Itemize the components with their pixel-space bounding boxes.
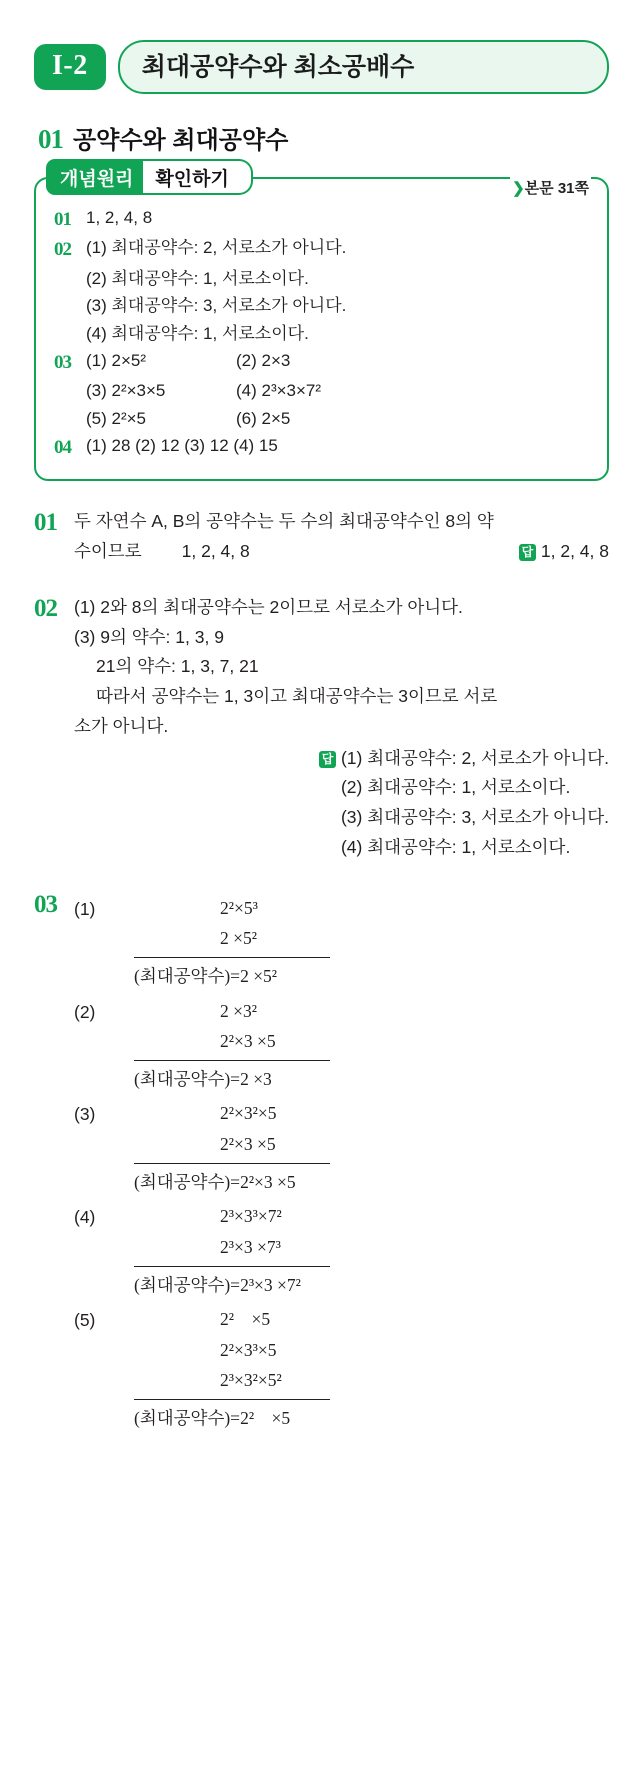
work-line: 2²×3 ×5 [220, 1031, 276, 1052]
work-label: (4) [74, 1207, 96, 1228]
work-stack [134, 1304, 330, 1434]
solution-number: 03 [34, 890, 57, 918]
concept-item-text: (1) 최대공약수: 2, 서로소가 아니다. [86, 238, 347, 258]
concept-item-text: (1) 28 (2) 12 (3) 12 (4) 15 [86, 436, 278, 456]
work-total-value: 2² ×5 [240, 1408, 291, 1429]
concept-item [54, 348, 589, 377]
concept-item-cont [54, 266, 589, 292]
concept-answer-box [34, 168, 609, 481]
solution-block [34, 593, 609, 863]
work-total-value: 2³×3 ×7² [240, 1274, 301, 1295]
work-total [134, 1064, 330, 1095]
reference-label: 본문 31쪽 [524, 180, 589, 197]
solution-line: (3) 9의 약수: 1, 3, 9 [74, 626, 224, 647]
work-item [74, 1304, 609, 1434]
concept-pair-left: (5) 2²×5 [86, 408, 146, 428]
solution-line: 21의 약수: 1, 3, 7, 21 [96, 656, 259, 677]
work-line: 2²×3³×5 [220, 1339, 277, 1360]
work-item [74, 1098, 609, 1197]
concept-item-number: 04 [54, 437, 71, 459]
final-answer-line: (2) 최대공약수: 1, 서로소이다. [340, 777, 571, 798]
work-line: 2²×3²×5 [220, 1103, 277, 1124]
concept-item-cont [54, 406, 589, 432]
concept-item-text [86, 378, 589, 404]
work-line: 2²×3 ×5 [220, 1134, 276, 1155]
concept-pair-right: (6) 2×5 [236, 408, 291, 428]
section-title: 공약수와 최대공약수 [73, 127, 289, 154]
solution-body [74, 507, 609, 567]
work-divider [134, 957, 330, 958]
solution-block [34, 507, 609, 567]
work-total-label: (최대공약수)= [134, 1068, 241, 1089]
solution-line: 수이므로 [74, 541, 142, 562]
concept-item-cont [54, 293, 589, 319]
concept-pair-right: (4) 2³×3×7² [236, 381, 322, 401]
chapter-badge: I-2 [34, 44, 106, 90]
final-answer [74, 744, 609, 863]
section-number: 01 [38, 124, 63, 154]
concept-item-text: 1, 2, 4, 8 [86, 208, 153, 227]
final-answer-line: (3) 최대공약수: 3, 서로소가 아니다. [340, 807, 609, 828]
work-line: 2² ×5 [220, 1309, 271, 1330]
concept-item-number: 01 [54, 209, 71, 230]
concept-item-text [86, 348, 589, 374]
concept-item [54, 433, 589, 462]
chapter-header [34, 40, 609, 94]
work-total [134, 1403, 330, 1434]
final-answer-line: (4) 최대공약수: 1, 서로소이다. [340, 836, 571, 857]
work-stack [134, 1098, 330, 1197]
work-total-label: (최대공약수)= [134, 1408, 241, 1429]
solution-number: 02 [34, 594, 57, 622]
solution-line: 따라서 공약수는 1, 3이고 최대공약수는 3이므로 서로 [96, 686, 498, 707]
solution-body [74, 593, 609, 863]
solution-line: (1) 2와 8의 최대공약수는 2이므로 서로소가 아니다. [74, 596, 463, 617]
concept-box-tab [46, 159, 253, 195]
solution-line-row [74, 537, 609, 567]
work-total-label: (최대공약수)= [134, 965, 241, 986]
work-label: (2) [74, 1001, 96, 1022]
concept-item [54, 235, 589, 264]
concept-tab-label: 개념원리 [46, 159, 145, 195]
work-stack [134, 1201, 330, 1300]
concept-item-text: (4) 최대공약수: 1, 서로소이다. [86, 323, 309, 343]
work-line: 2 ×5² [220, 928, 257, 949]
solution-block [34, 889, 609, 1438]
check-tab-label: 확인하기 [143, 159, 252, 195]
work-line: 2³×3 ×7³ [220, 1236, 281, 1257]
work-total-label: (최대공약수)= [134, 1274, 241, 1295]
reference-link[interactable] [510, 177, 591, 198]
solution-body [74, 893, 609, 1438]
concept-item-number: 03 [54, 351, 71, 373]
concept-pair-right: (2) 2×3 [236, 350, 291, 370]
concept-item-text: (3) 최대공약수: 3, 서로소가 아니다. [86, 296, 347, 316]
work-total-label: (최대공약수)= [134, 1171, 241, 1192]
solution-line: 두 자연수 A, B의 공약수는 두 수의 최대공약수인 8의 약 [74, 511, 494, 532]
concept-pair-left: (3) 2²×3×5 [86, 381, 166, 401]
work-item [74, 1201, 609, 1300]
concept-item-text [86, 406, 589, 432]
concept-item [54, 205, 589, 234]
work-label: (5) [74, 1310, 96, 1331]
work-total [134, 1270, 330, 1301]
work-divider [134, 1163, 330, 1164]
final-answer-list [319, 744, 609, 863]
work-total-value: 2 ×3 [240, 1068, 272, 1089]
work-line: 2²×5³ [220, 897, 258, 918]
work-stack [134, 996, 330, 1095]
solution-line: 소가 아니다. [74, 715, 169, 736]
final-answer-text: (1) 최대공약수: 2, 서로소가 아니다. [340, 747, 609, 768]
work-label: (1) [74, 898, 96, 919]
concept-pair-left: (1) 2×5² [86, 350, 146, 370]
final-answer-text: 1, 2, 4, 8 [540, 541, 609, 562]
final-answer [519, 537, 609, 567]
work-item [74, 996, 609, 1095]
work-divider [134, 1399, 330, 1400]
work-total [134, 1167, 330, 1198]
work-item [74, 893, 609, 992]
section-heading [38, 120, 609, 155]
work-total [134, 961, 330, 992]
concept-item-number: 02 [54, 239, 71, 261]
work-total-value: 2²×3 ×5 [240, 1171, 296, 1192]
work-total-value: 2 ×5² [240, 965, 278, 986]
solution-number: 01 [34, 509, 57, 537]
work-divider [134, 1060, 330, 1061]
work-line: 2³×3³×7² [220, 1206, 282, 1227]
concept-item-cont [54, 378, 589, 404]
work-line: 2³×3²×5² [220, 1370, 282, 1391]
concept-item-text: (2) 최대공약수: 1, 서로소이다. [86, 268, 309, 288]
work-line: 2 ×3² [220, 1000, 257, 1021]
answer-icon: 답 [519, 544, 536, 561]
work-label: (3) [74, 1104, 96, 1125]
work-stack [134, 893, 330, 992]
concept-item-cont [54, 321, 589, 347]
final-answer-line [319, 744, 609, 774]
solution-value: 1, 2, 4, 8 [181, 541, 250, 562]
chevron-right-icon: ❯ [512, 180, 525, 197]
work-divider [134, 1266, 330, 1267]
answer-icon: 답 [319, 751, 336, 768]
chapter-title: 최대공약수와 최소공배수 [118, 40, 609, 94]
